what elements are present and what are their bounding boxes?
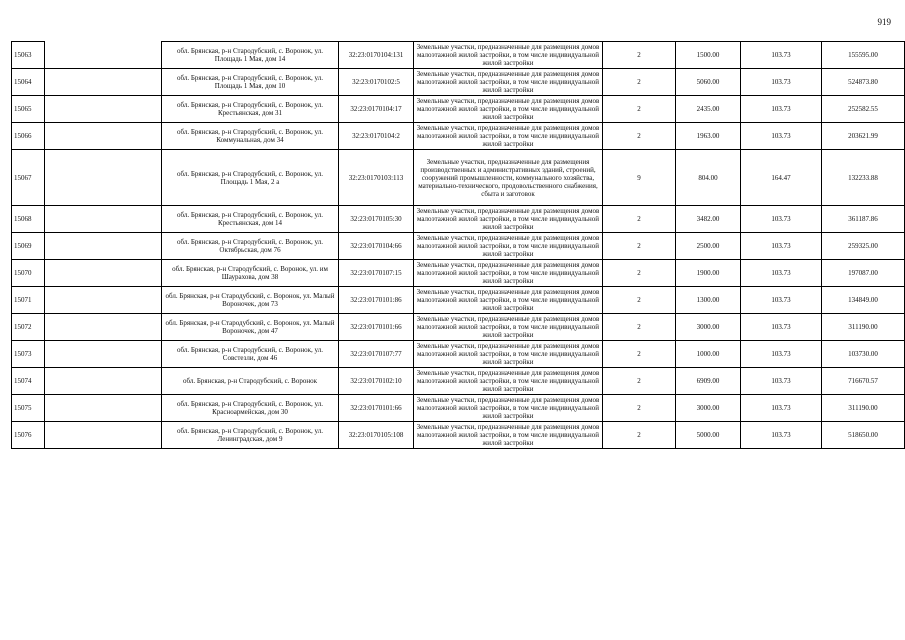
cadastral-number-cell: 32:23:0170104:131	[339, 42, 414, 69]
specific-value-cell: 103.73	[741, 206, 822, 233]
spacer-cell	[45, 42, 162, 69]
cadastral-value-cell: 134849.00	[822, 287, 905, 314]
table-row	[12, 123, 905, 150]
area-cell: 3482.00	[676, 206, 741, 233]
address-cell: обл. Брянская, р-н Стародубский, с. Воронок, ул. Коммунальная, дом 34	[162, 123, 339, 150]
spacer-cell	[45, 150, 162, 206]
area-cell: 1500.00	[676, 42, 741, 69]
cadastral-value-cell: 252582.55	[822, 96, 905, 123]
specific-value-cell: 103.73	[741, 96, 822, 123]
address-cell: обл. Брянская, р-н Стародубский, с. Воронок, ул. Площадь 1 Мая, 2 а	[162, 150, 339, 206]
land-use-cell: Земельные участки, предназначенные для размещения домов малоэтажной жилой застройки, в том числе индивидуальной жилой застройки	[414, 395, 603, 422]
address-cell: обл. Брянская, р-н Стародубский, с. Воронок, ул. Площадь 1 Мая, дом 10	[162, 69, 339, 96]
cadastral-number-cell: 32:23:0170102:5	[339, 69, 414, 96]
land-use-cell: Земельные участки, предназначенные для размещения домов малоэтажной жилой застройки, в том числе индивидуальной жилой застройки	[414, 123, 603, 150]
cadastral-number-cell: 32:23:0170107:15	[339, 260, 414, 287]
category-code-cell: 2	[603, 42, 676, 69]
spacer-cell	[45, 69, 162, 96]
table-row	[12, 260, 905, 287]
row-number-cell: 15069	[12, 233, 45, 260]
cadastral-value-cell: 132233.88	[822, 150, 905, 206]
address-cell: обл. Брянская, р-н Стародубский, с. Воронок, ул. Красноармейская, дом 30	[162, 395, 339, 422]
specific-value-cell: 103.73	[741, 69, 822, 96]
category-code-cell: 9	[603, 150, 676, 206]
cadastral-value-cell: 311190.00	[822, 314, 905, 341]
area-cell: 1963.00	[676, 123, 741, 150]
land-use-cell: Земельные участки, предназначенные для размещения домов малоэтажной жилой застройки, в том числе индивидуальной жилой застройки	[414, 341, 603, 368]
address-cell: обл. Брянская, р-н Стародубский, с. Воронок, ул. Площадь 1 Мая, дом 14	[162, 42, 339, 69]
spacer-cell	[45, 368, 162, 395]
land-use-cell: Земельные участки, предназначенные для размещения домов малоэтажной жилой застройки, в том числе индивидуальной жилой застройки	[414, 96, 603, 123]
row-number-cell: 15073	[12, 341, 45, 368]
cadastral-number-cell: 32:23:0170104:66	[339, 233, 414, 260]
area-cell: 1000.00	[676, 341, 741, 368]
row-number-cell: 15063	[12, 42, 45, 69]
land-use-cell: Земельные участки, предназначенные для размещения домов малоэтажной жилой застройки, в том числе индивидуальной жилой застройки	[414, 69, 603, 96]
row-number-cell: 15076	[12, 422, 45, 449]
row-number-cell: 15064	[12, 69, 45, 96]
cadastral-number-cell: 32:23:0170105:108	[339, 422, 414, 449]
specific-value-cell: 103.73	[741, 42, 822, 69]
area-cell: 3000.00	[676, 395, 741, 422]
spacer-cell	[45, 314, 162, 341]
category-code-cell: 2	[603, 368, 676, 395]
spacer-cell	[45, 422, 162, 449]
land-use-cell: Земельные участки, предназначенные для размещения домов малоэтажной жилой застройки, в том числе индивидуальной жилой застройки	[414, 287, 603, 314]
specific-value-cell: 103.73	[741, 123, 822, 150]
category-code-cell: 2	[603, 422, 676, 449]
cadastral-value-cell: 203621.99	[822, 123, 905, 150]
category-code-cell: 2	[603, 395, 676, 422]
cadastral-number-cell: 32:23:0170104:2	[339, 123, 414, 150]
address-cell: обл. Брянская, р-н Стародубский, с. Воронок, ул. Крестьянская, дом 14	[162, 206, 339, 233]
row-number-cell: 15074	[12, 368, 45, 395]
land-use-cell: Земельные участки, предназначенные для размещения домов малоэтажной жилой застройки, в том числе индивидуальной жилой застройки	[414, 42, 603, 69]
category-code-cell: 2	[603, 69, 676, 96]
row-number-cell: 15072	[12, 314, 45, 341]
cadastral-number-cell: 32:23:0170104:17	[339, 96, 414, 123]
table-row	[12, 42, 905, 69]
row-number-cell: 15066	[12, 123, 45, 150]
table-row	[12, 368, 905, 395]
area-cell: 5060.00	[676, 69, 741, 96]
spacer-cell	[45, 260, 162, 287]
row-number-cell: 15065	[12, 96, 45, 123]
cadastral-value-cell: 197087.00	[822, 260, 905, 287]
spacer-cell	[45, 123, 162, 150]
specific-value-cell: 103.73	[741, 314, 822, 341]
specific-value-cell: 103.73	[741, 368, 822, 395]
land-use-cell: Земельные участки, предназначенные для размещения производственных и административных зданий, строений, сооружений промышленности, коммунального хозяйства, материально-технического, продовольственного снабжения, сбыта и заготовок	[414, 150, 603, 206]
specific-value-cell: 103.73	[741, 395, 822, 422]
cadastral-number-cell: 32:23:0170101:66	[339, 314, 414, 341]
land-use-cell: Земельные участки, предназначенные для размещения домов малоэтажной жилой застройки, в том числе индивидуальной жилой застройки	[414, 314, 603, 341]
cadastral-value-cell: 361187.86	[822, 206, 905, 233]
area-cell: 5000.00	[676, 422, 741, 449]
category-code-cell: 2	[603, 314, 676, 341]
cadastral-number-cell: 32:23:0170103:113	[339, 150, 414, 206]
address-cell: обл. Брянская, р-н Стародубский, с. Воронок, ул. Совстезли, дом 46	[162, 341, 339, 368]
category-code-cell: 2	[603, 123, 676, 150]
address-cell: обл. Брянская, р-н Стародубский, с. Воронок	[162, 368, 339, 395]
address-cell: обл. Брянская, р-н Стародубский, с. Воронок, ул. Крестьянская, дом 31	[162, 96, 339, 123]
table-row	[12, 96, 905, 123]
table-row	[12, 341, 905, 368]
area-cell: 1900.00	[676, 260, 741, 287]
specific-value-cell: 103.73	[741, 287, 822, 314]
address-cell: обл. Брянская, р-н Стародубский, с. Воронок, ул. Малый Вороночек, дом 73	[162, 287, 339, 314]
cadastral-value-cell: 103730.00	[822, 341, 905, 368]
cadastral-number-cell: 32:23:0170102:10	[339, 368, 414, 395]
category-code-cell: 2	[603, 341, 676, 368]
land-use-cell: Земельные участки, предназначенные для размещения домов малоэтажной жилой застройки, в том числе индивидуальной жилой застройки	[414, 233, 603, 260]
table-row	[12, 206, 905, 233]
specific-value-cell: 164.47	[741, 150, 822, 206]
table-row	[12, 69, 905, 96]
spacer-cell	[45, 96, 162, 123]
row-number-cell: 15068	[12, 206, 45, 233]
specific-value-cell: 103.73	[741, 260, 822, 287]
cadastral-number-cell: 32:23:0170101:66	[339, 395, 414, 422]
land-use-cell: Земельные участки, предназначенные для размещения домов малоэтажной жилой застройки, в том числе индивидуальной жилой застройки	[414, 368, 603, 395]
cadastral-value-cell: 155595.00	[822, 42, 905, 69]
area-cell: 804.00	[676, 150, 741, 206]
area-cell: 1300.00	[676, 287, 741, 314]
cadastral-value-cell: 311190.00	[822, 395, 905, 422]
spacer-cell	[45, 206, 162, 233]
spacer-cell	[45, 395, 162, 422]
cadastral-value-cell: 518650.00	[822, 422, 905, 449]
spacer-cell	[45, 233, 162, 260]
category-code-cell: 2	[603, 233, 676, 260]
cadastral-number-cell: 32:23:0170101:86	[339, 287, 414, 314]
category-code-cell: 2	[603, 287, 676, 314]
land-use-cell: Земельные участки, предназначенные для размещения домов малоэтажной жилой застройки, в том числе индивидуальной жилой застройки	[414, 206, 603, 233]
area-cell: 3000.00	[676, 314, 741, 341]
cadastral-value-cell: 259325.00	[822, 233, 905, 260]
table-body	[12, 42, 905, 449]
category-code-cell: 2	[603, 96, 676, 123]
row-number-cell: 15075	[12, 395, 45, 422]
area-cell: 6909.00	[676, 368, 741, 395]
cadastral-value-cell: 524873.80	[822, 69, 905, 96]
land-use-cell: Земельные участки, предназначенные для размещения домов малоэтажной жилой застройки, в том числе индивидуальной жилой застройки	[414, 260, 603, 287]
cadastral-number-cell: 32:23:0170107:77	[339, 341, 414, 368]
row-number-cell: 15070	[12, 260, 45, 287]
table-row	[12, 395, 905, 422]
address-cell: обл. Брянская, р-н Стародубский, с. Воронок, ул. Октябрьская, дом 76	[162, 233, 339, 260]
row-number-cell: 15067	[12, 150, 45, 206]
category-code-cell: 2	[603, 260, 676, 287]
table-row	[12, 287, 905, 314]
land-use-cell: Земельные участки, предназначенные для размещения домов малоэтажной жилой застройки, в том числе индивидуальной жилой застройки	[414, 422, 603, 449]
table-row	[12, 233, 905, 260]
spacer-cell	[45, 287, 162, 314]
table-row	[12, 150, 905, 206]
specific-value-cell: 103.73	[741, 341, 822, 368]
cadastral-number-cell: 32:23:0170105:30	[339, 206, 414, 233]
area-cell: 2435.00	[676, 96, 741, 123]
specific-value-cell: 103.73	[741, 233, 822, 260]
address-cell: обл. Брянская, р-н Стародубский, с. Воронок, ул. Ленинградская, дом 9	[162, 422, 339, 449]
address-cell: обл. Брянская, р-н Стародубский, с. Воронок, ул. Малый Вороночек, дом 47	[162, 314, 339, 341]
cadastral-value-cell: 716670.57	[822, 368, 905, 395]
spacer-cell	[45, 341, 162, 368]
category-code-cell: 2	[603, 206, 676, 233]
specific-value-cell: 103.73	[741, 422, 822, 449]
land-registry-table	[11, 41, 905, 449]
table-row	[12, 314, 905, 341]
address-cell: обл. Брянская, р-н Стародубский, с. Воронок, ул. им Шаурахова, дом 38	[162, 260, 339, 287]
row-number-cell: 15071	[12, 287, 45, 314]
page-number: 919	[877, 17, 891, 27]
table-row	[12, 422, 905, 449]
area-cell: 2500.00	[676, 233, 741, 260]
